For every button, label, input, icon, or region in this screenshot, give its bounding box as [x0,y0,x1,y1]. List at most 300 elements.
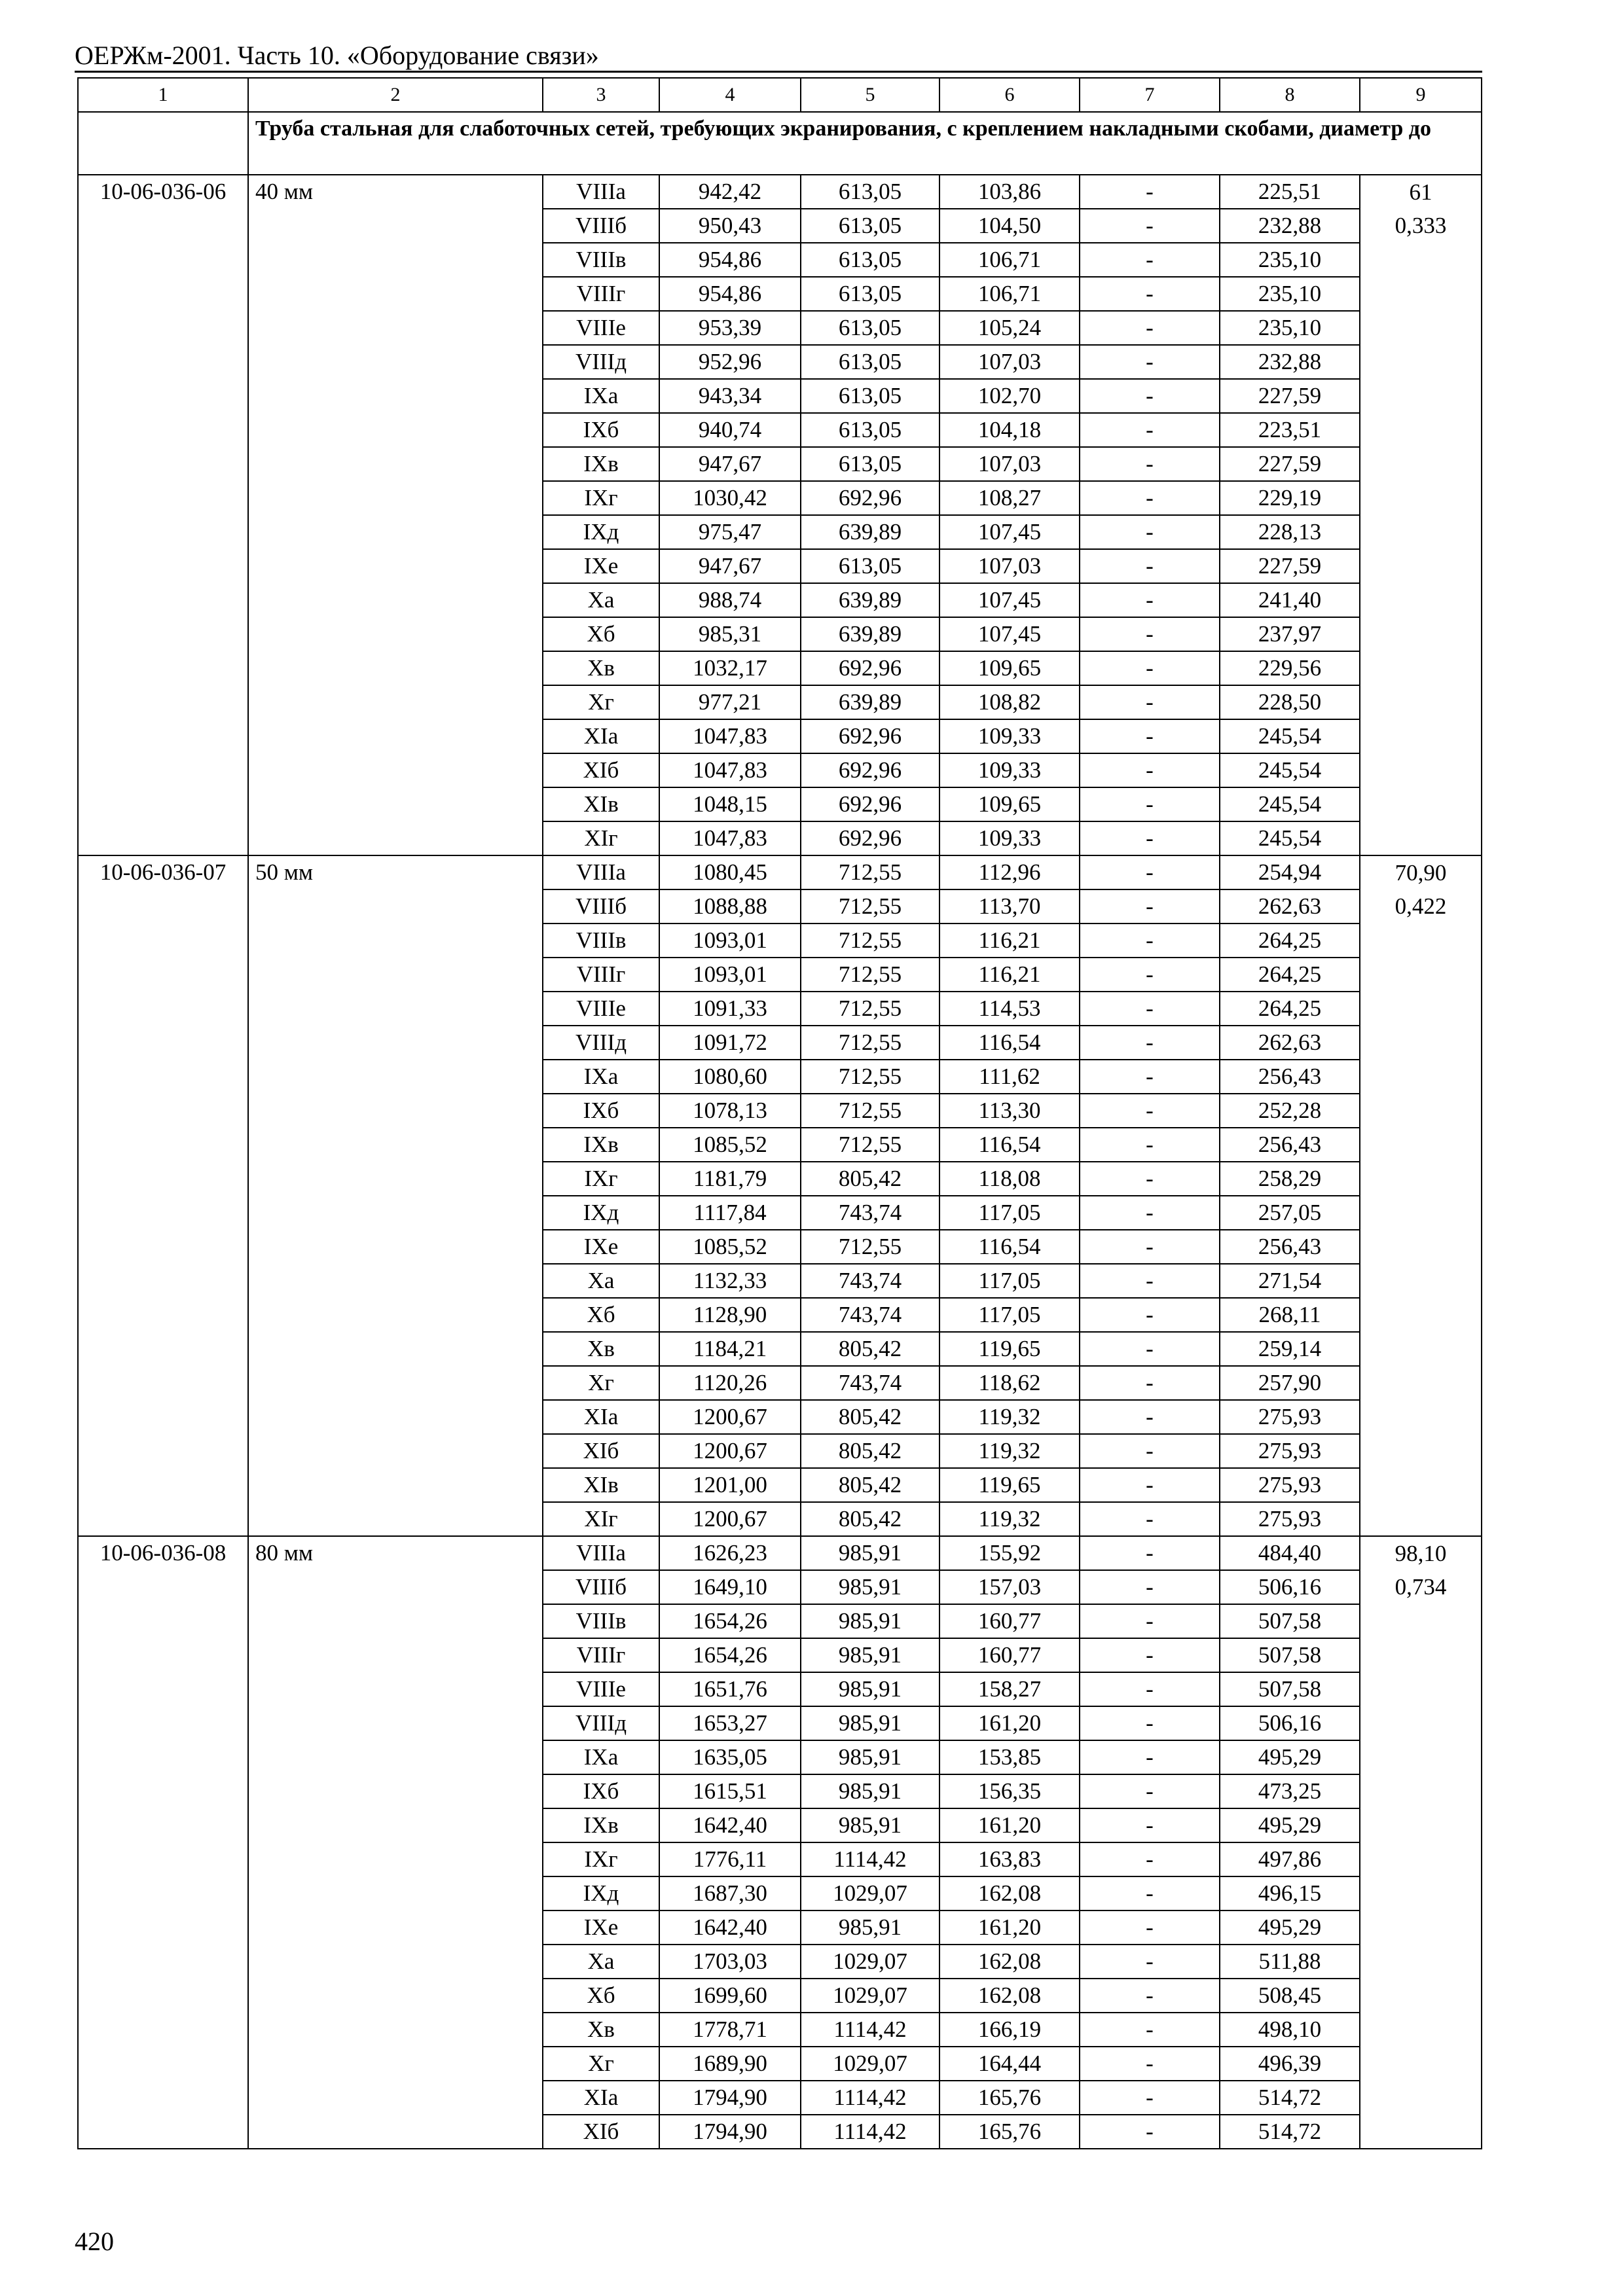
machinist-wages-cell: - [1080,209,1220,243]
total-cost-cell: 953,39 [659,311,801,345]
labor-cell [1360,617,1482,651]
total-cost-cell: 1132,33 [659,1264,801,1298]
machinist-wages-cell: - [1080,1536,1220,1570]
materials-cell: 228,50 [1220,685,1360,719]
machinist-wages-cell: - [1080,1604,1220,1638]
labor-cell [1360,2081,1482,2115]
labor-cell [1360,2047,1482,2081]
machinist-wages-cell: - [1080,651,1220,685]
zone-cell: Xг [543,685,659,719]
total-cost-cell: 988,74 [659,583,801,617]
total-cost-cell: 1703,03 [659,1945,801,1979]
wages-cell: 985,91 [801,1570,939,1604]
materials-cell: 264,25 [1220,924,1360,958]
materials-cell: 256,43 [1220,1230,1360,1264]
zone-cell: IXд [543,1876,659,1910]
materials-cell: 514,72 [1220,2115,1360,2149]
materials-cell: 268,11 [1220,1298,1360,1332]
materials-cell: 245,54 [1220,753,1360,787]
machines-cell: 163,83 [939,1842,1080,1876]
total-cost-cell: 940,74 [659,413,801,447]
labor-cell [1360,1774,1482,1808]
wages-cell: 692,96 [801,787,939,821]
zone-cell: IXа [543,1740,659,1774]
machines-cell: 112,96 [939,855,1080,889]
wages-cell: 712,55 [801,855,939,889]
zone-cell: XIв [543,1468,659,1502]
total-cost-cell: 1080,45 [659,855,801,889]
materials-cell: 511,88 [1220,1945,1360,1979]
column-number: 7 [1080,78,1220,112]
labor-cell [1360,1468,1482,1502]
total-cost-cell: 1078,13 [659,1094,801,1128]
materials-cell: 245,54 [1220,821,1360,855]
total-cost-cell: 1794,90 [659,2115,801,2149]
wages-cell: 985,91 [801,1774,939,1808]
machinist-wages-cell: - [1080,821,1220,855]
machines-cell: 113,70 [939,889,1080,924]
labor-cell [1360,2115,1482,2149]
labor-cell [1360,311,1482,345]
zone-cell: Xа [543,583,659,617]
labor-cell [1360,1910,1482,1945]
labor-cell [1360,1672,1482,1706]
section-title: Труба стальная для слаботочных сетей, требующих экранирования, с креплением накладными скобами, диаметр до [248,112,1482,175]
materials-cell: 514,72 [1220,2081,1360,2115]
zone-cell: XIг [543,821,659,855]
zone-cell: VIIIв [543,1604,659,1638]
machinist-wages-cell: - [1080,1638,1220,1672]
total-cost-cell: 1794,90 [659,2081,801,2115]
wages-cell: 985,91 [801,1740,939,1774]
zone-cell: IXб [543,1094,659,1128]
zone-cell: VIIIа [543,855,659,889]
labor-cell [1360,1842,1482,1876]
table-body [78,78,1482,2149]
total-cost-cell: 1654,26 [659,1638,801,1672]
labor-cell [1360,1979,1482,2013]
machines-cell: 162,08 [939,1945,1080,1979]
machinist-wages-cell: - [1080,583,1220,617]
machinist-wages-cell: - [1080,855,1220,889]
wages-cell: 712,55 [801,1094,939,1128]
zone-cell: IXв [543,447,659,481]
materials-cell: 275,93 [1220,1502,1360,1536]
wages-cell: 613,05 [801,345,939,379]
labor-cell [1360,345,1482,379]
column-number: 3 [543,78,659,112]
rate-code-cell: 10-06-036-07 [78,855,248,1536]
materials-cell: 227,59 [1220,549,1360,583]
labor-cell [1360,651,1482,685]
total-cost-cell: 1047,83 [659,719,801,753]
wages-cell: 805,42 [801,1468,939,1502]
materials-cell: 498,10 [1220,2013,1360,2047]
total-cost-cell: 1047,83 [659,821,801,855]
labor-cell: 0,333 [1360,209,1482,243]
materials-cell: 275,93 [1220,1468,1360,1502]
materials-cell: 275,93 [1220,1434,1360,1468]
column-number: 4 [659,78,801,112]
total-cost-cell: 952,96 [659,345,801,379]
labor-cell [1360,2013,1482,2047]
labor-cell: 0,422 [1360,889,1482,924]
wages-cell: 712,55 [801,1230,939,1264]
wages-cell: 985,91 [801,1536,939,1570]
machinist-wages-cell: - [1080,992,1220,1026]
zone-cell: IXа [543,379,659,413]
materials-cell: 271,54 [1220,1264,1360,1298]
labor-cell [1360,1264,1482,1298]
zone-cell: XIг [543,1502,659,1536]
labor-cell [1360,992,1482,1026]
machinist-wages-cell: - [1080,1706,1220,1740]
wages-cell: 692,96 [801,481,939,515]
machines-cell: 107,45 [939,617,1080,651]
wages-cell: 1114,42 [801,2013,939,2047]
machines-cell: 153,85 [939,1740,1080,1774]
section-title-row [78,112,1482,175]
materials-cell: 227,59 [1220,379,1360,413]
machines-cell: 118,08 [939,1162,1080,1196]
machinist-wages-cell: - [1080,958,1220,992]
machinist-wages-cell: - [1080,379,1220,413]
materials-cell: 241,40 [1220,583,1360,617]
header-rule [75,71,1482,73]
document-header: ОЕРЖм-2001. Часть 10. «Оборудование связи» [75,41,599,70]
machinist-wages-cell: - [1080,481,1220,515]
machines-cell: 161,20 [939,1808,1080,1842]
machinist-wages-cell: - [1080,1876,1220,1910]
machinist-wages-cell: - [1080,549,1220,583]
machines-cell: 116,21 [939,924,1080,958]
labor-cell [1360,583,1482,617]
machines-cell: 105,24 [939,311,1080,345]
machines-cell: 161,20 [939,1706,1080,1740]
zone-cell: IXб [543,413,659,447]
labor-cell [1360,1060,1482,1094]
total-cost-cell: 977,21 [659,685,801,719]
labor-cell [1360,1740,1482,1774]
wages-cell: 985,91 [801,1910,939,1945]
total-cost-cell: 1184,21 [659,1332,801,1366]
materials-cell: 229,19 [1220,481,1360,515]
wages-cell: 613,05 [801,447,939,481]
machinist-wages-cell: - [1080,1332,1220,1366]
wages-cell: 805,42 [801,1434,939,1468]
machinist-wages-cell: - [1080,413,1220,447]
total-cost-cell: 1653,27 [659,1706,801,1740]
machines-cell: 160,77 [939,1638,1080,1672]
materials-cell: 495,29 [1220,1910,1360,1945]
labor-cell [1360,1162,1482,1196]
machinist-wages-cell: - [1080,1468,1220,1502]
labor-cell [1360,1502,1482,1536]
materials-cell: 508,45 [1220,1979,1360,2013]
column-number: 6 [939,78,1080,112]
wages-cell: 985,91 [801,1604,939,1638]
total-cost-cell: 1047,83 [659,753,801,787]
materials-cell: 257,90 [1220,1366,1360,1400]
labor-cell [1360,515,1482,549]
machines-cell: 109,33 [939,753,1080,787]
total-cost-cell: 1117,84 [659,1196,801,1230]
total-cost-cell: 985,31 [659,617,801,651]
zone-cell: IXд [543,515,659,549]
materials-cell: 506,16 [1220,1570,1360,1604]
total-cost-cell: 1080,60 [659,1060,801,1094]
table-row [78,855,1482,889]
wages-cell: 639,89 [801,515,939,549]
rates-table [77,77,1482,2149]
machinist-wages-cell: - [1080,1979,1220,2013]
machines-cell: 158,27 [939,1672,1080,1706]
labor-cell [1360,549,1482,583]
labor-cell [1360,1638,1482,1672]
machinist-wages-cell: - [1080,2013,1220,2047]
materials-cell: 245,54 [1220,719,1360,753]
machinist-wages-cell: - [1080,175,1220,209]
wages-cell: 985,91 [801,1638,939,1672]
total-cost-cell: 1120,26 [659,1366,801,1400]
total-cost-cell: 1091,33 [659,992,801,1026]
total-cost-cell: 975,47 [659,515,801,549]
machinist-wages-cell: - [1080,1162,1220,1196]
labor-cell [1360,1230,1482,1264]
title-spacer-cell [78,112,248,175]
total-cost-cell: 1649,10 [659,1570,801,1604]
materials-cell: 473,25 [1220,1774,1360,1808]
zone-cell: XIв [543,787,659,821]
zone-cell: IXе [543,1910,659,1945]
total-cost-cell: 1654,26 [659,1604,801,1638]
machines-cell: 108,27 [939,481,1080,515]
machinist-wages-cell: - [1080,924,1220,958]
materials-cell: 252,28 [1220,1094,1360,1128]
materials-cell: 264,25 [1220,992,1360,1026]
machines-cell: 117,05 [939,1298,1080,1332]
machines-cell: 119,65 [939,1468,1080,1502]
labor-cell: 0,734 [1360,1570,1482,1604]
materials-cell: 235,10 [1220,311,1360,345]
machines-cell: 162,08 [939,1876,1080,1910]
labor-cell [1360,447,1482,481]
table-row [78,175,1482,209]
zone-cell: VIIIв [543,924,659,958]
wages-cell: 743,74 [801,1298,939,1332]
machinist-wages-cell: - [1080,1774,1220,1808]
materials-cell: 225,51 [1220,175,1360,209]
materials-cell: 223,51 [1220,413,1360,447]
materials-cell: 229,56 [1220,651,1360,685]
zone-cell: VIIIг [543,277,659,311]
machines-cell: 103,86 [939,175,1080,209]
table-row [78,1536,1482,1570]
total-cost-cell: 950,43 [659,209,801,243]
wages-cell: 1029,07 [801,1945,939,1979]
wages-cell: 613,05 [801,549,939,583]
wages-cell: 1114,42 [801,2081,939,2115]
wages-cell: 985,91 [801,1706,939,1740]
total-cost-cell: 947,67 [659,447,801,481]
zone-cell: VIIIа [543,1536,659,1570]
zone-cell: XIа [543,2081,659,2115]
wages-cell: 1029,07 [801,1876,939,1910]
materials-cell: 484,40 [1220,1536,1360,1570]
machines-cell: 119,32 [939,1502,1080,1536]
rate-name-cell: 80 мм [248,1536,543,2149]
machines-cell: 116,21 [939,958,1080,992]
wages-cell: 692,96 [801,651,939,685]
machines-cell: 165,76 [939,2081,1080,2115]
zone-cell: IXе [543,1230,659,1264]
zone-cell: Xг [543,2047,659,2081]
machines-cell: 117,05 [939,1264,1080,1298]
machines-cell: 113,30 [939,1094,1080,1128]
total-cost-cell: 1642,40 [659,1910,801,1945]
labor-cell [1360,1876,1482,1910]
machines-cell: 155,92 [939,1536,1080,1570]
materials-cell: 262,63 [1220,889,1360,924]
machines-cell: 156,35 [939,1774,1080,1808]
machines-cell: 119,65 [939,1332,1080,1366]
zone-cell: IXв [543,1128,659,1162]
materials-cell: 232,88 [1220,345,1360,379]
total-cost-cell: 1778,71 [659,2013,801,2047]
materials-cell: 275,93 [1220,1400,1360,1434]
machinist-wages-cell: - [1080,1672,1220,1706]
wages-cell: 1114,42 [801,2115,939,2149]
machinist-wages-cell: - [1080,1570,1220,1604]
total-cost-cell: 1032,17 [659,651,801,685]
machines-cell: 119,32 [939,1400,1080,1434]
total-cost-cell: 1651,76 [659,1672,801,1706]
zone-cell: IXе [543,549,659,583]
column-number-row [78,78,1482,112]
materials-cell: 227,59 [1220,447,1360,481]
zone-cell: Xа [543,1264,659,1298]
machinist-wages-cell: - [1080,753,1220,787]
labor-cell [1360,1026,1482,1060]
total-cost-cell: 1093,01 [659,958,801,992]
machinist-wages-cell: - [1080,1945,1220,1979]
labor-cell [1360,719,1482,753]
zone-cell: VIIIе [543,992,659,1026]
wages-cell: 712,55 [801,889,939,924]
zone-cell: VIIIд [543,1026,659,1060]
zone-cell: IXг [543,1162,659,1196]
total-cost-cell: 1200,67 [659,1502,801,1536]
machines-cell: 106,71 [939,277,1080,311]
labor-cell [1360,924,1482,958]
machines-cell: 106,71 [939,243,1080,277]
zone-cell: XIб [543,1434,659,1468]
machinist-wages-cell: - [1080,719,1220,753]
wages-cell: 613,05 [801,175,939,209]
zone-cell: Xв [543,651,659,685]
machines-cell: 164,44 [939,2047,1080,2081]
machines-cell: 107,03 [939,447,1080,481]
labor-cell [1360,1366,1482,1400]
wages-cell: 692,96 [801,753,939,787]
machinist-wages-cell: - [1080,1502,1220,1536]
machinist-wages-cell: - [1080,1400,1220,1434]
wages-cell: 639,89 [801,617,939,651]
total-cost-cell: 1200,67 [659,1400,801,1434]
total-cost-cell: 1626,23 [659,1536,801,1570]
labor-cell [1360,1094,1482,1128]
machines-cell: 117,05 [939,1196,1080,1230]
wages-cell: 1114,42 [801,1842,939,1876]
wages-cell: 613,05 [801,413,939,447]
machinist-wages-cell: - [1080,1128,1220,1162]
zone-cell: Xв [543,2013,659,2047]
machines-cell: 109,33 [939,821,1080,855]
labor-cell [1360,481,1482,515]
labor-cell [1360,753,1482,787]
rate-code-cell: 10-06-036-06 [78,175,248,855]
total-cost-cell: 954,86 [659,243,801,277]
total-cost-cell: 1699,60 [659,1979,801,2013]
zone-cell: IXг [543,1842,659,1876]
machinist-wages-cell: - [1080,1366,1220,1400]
total-cost-cell: 954,86 [659,277,801,311]
machinist-wages-cell: - [1080,1230,1220,1264]
zone-cell: IXг [543,481,659,515]
wages-cell: 613,05 [801,277,939,311]
labor-cell [1360,1400,1482,1434]
total-cost-cell: 1030,42 [659,481,801,515]
labor-cell: 61 [1360,175,1482,209]
machines-cell: 107,03 [939,345,1080,379]
wages-cell: 712,55 [801,992,939,1026]
zone-cell: Xв [543,1332,659,1366]
materials-cell: 232,88 [1220,209,1360,243]
labor-cell [1360,787,1482,821]
machines-cell: 157,03 [939,1570,1080,1604]
materials-cell: 235,10 [1220,243,1360,277]
machinist-wages-cell: - [1080,1842,1220,1876]
materials-cell: 507,58 [1220,1672,1360,1706]
machinist-wages-cell: - [1080,2115,1220,2149]
zone-cell: VIIIе [543,1672,659,1706]
machinist-wages-cell: - [1080,2081,1220,2115]
zone-cell: IXб [543,1774,659,1808]
zone-cell: XIб [543,753,659,787]
total-cost-cell: 1093,01 [659,924,801,958]
wages-cell: 613,05 [801,379,939,413]
total-cost-cell: 1181,79 [659,1162,801,1196]
machines-cell: 104,18 [939,413,1080,447]
wages-cell: 805,42 [801,1400,939,1434]
wages-cell: 712,55 [801,1060,939,1094]
total-cost-cell: 1687,30 [659,1876,801,1910]
materials-cell: 506,16 [1220,1706,1360,1740]
labor-cell [1360,1808,1482,1842]
materials-cell: 264,25 [1220,958,1360,992]
zone-cell: VIIIб [543,889,659,924]
materials-cell: 262,63 [1220,1026,1360,1060]
machines-cell: 108,82 [939,685,1080,719]
machinist-wages-cell: - [1080,447,1220,481]
materials-cell: 257,05 [1220,1196,1360,1230]
materials-cell: 496,15 [1220,1876,1360,1910]
machinist-wages-cell: - [1080,1060,1220,1094]
wages-cell: 985,91 [801,1672,939,1706]
labor-cell [1360,958,1482,992]
machines-cell: 160,77 [939,1604,1080,1638]
machinist-wages-cell: - [1080,2047,1220,2081]
